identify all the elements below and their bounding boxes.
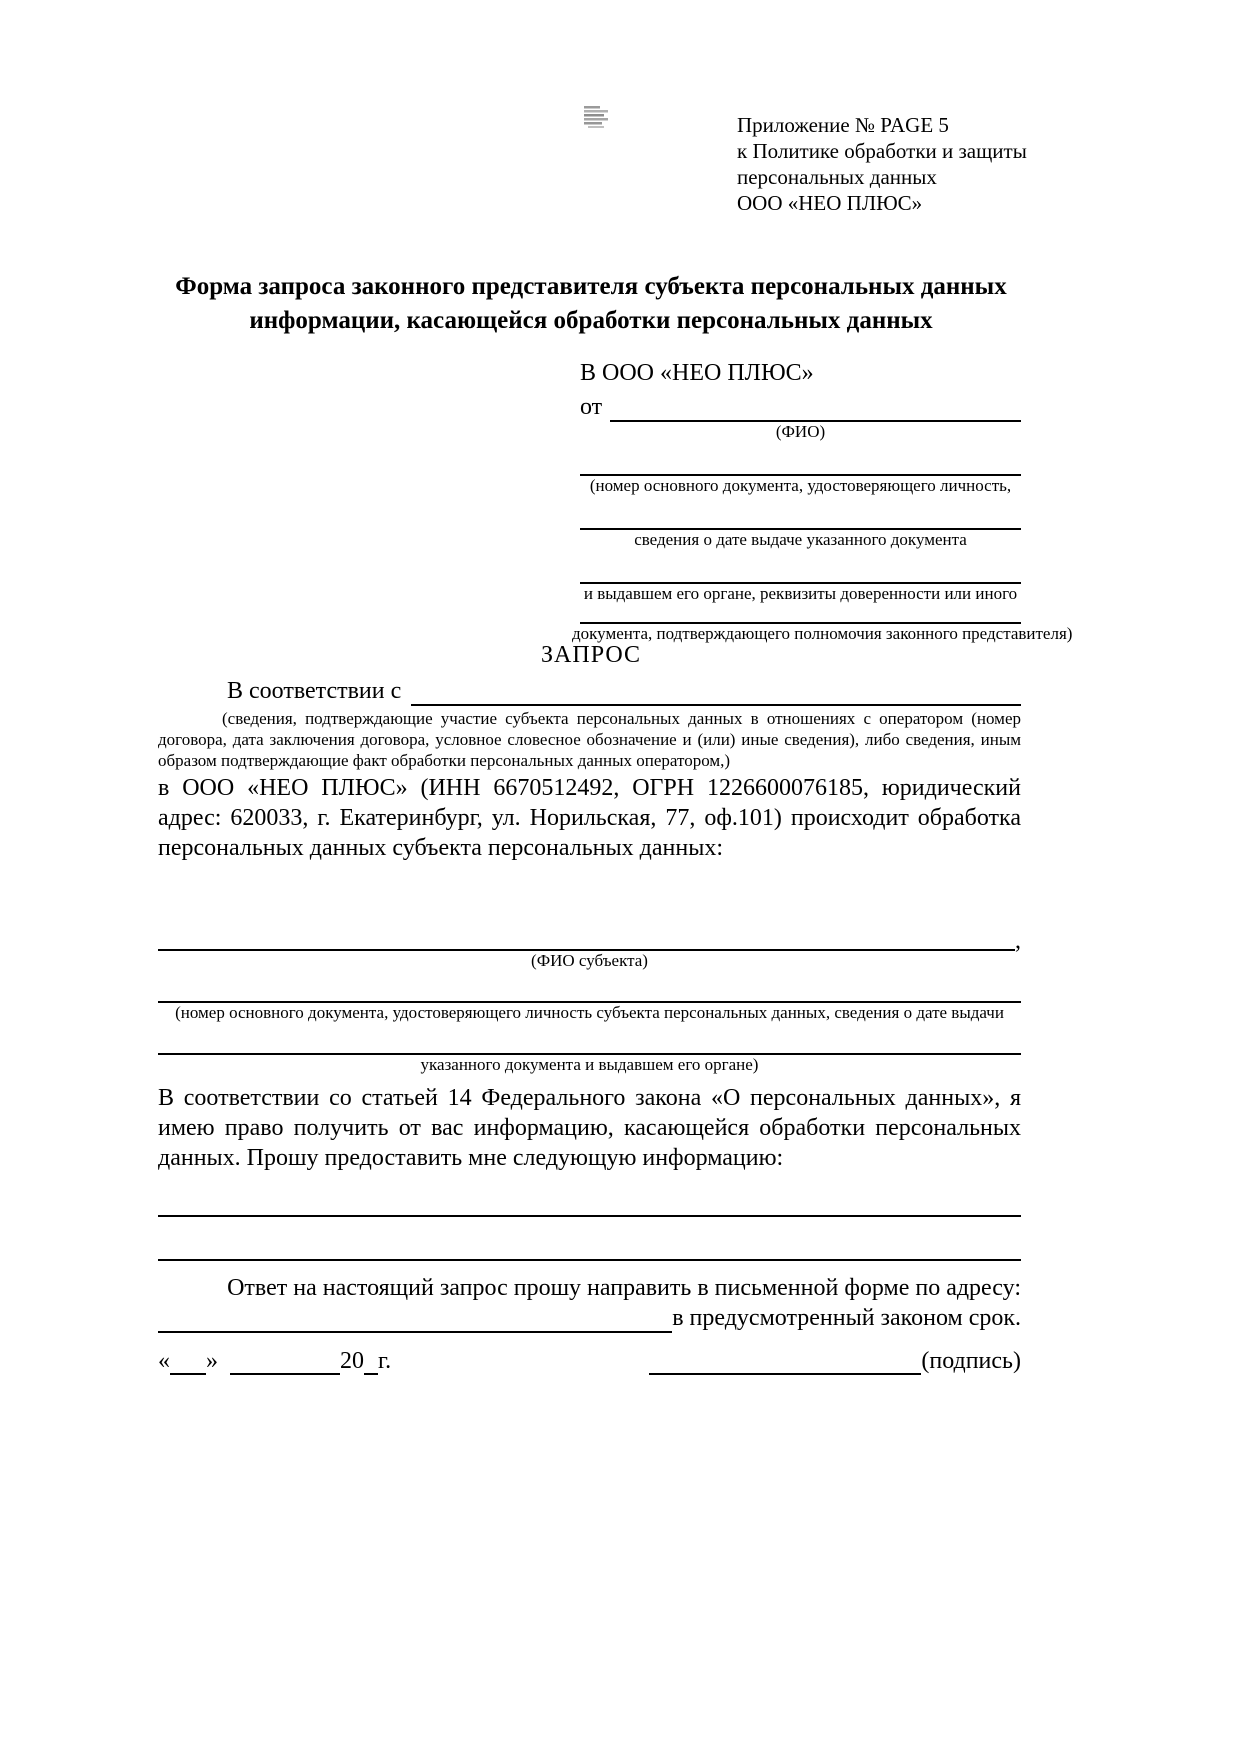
subject-fio-comma: , — [1015, 928, 1021, 954]
doc-blank-line-1 — [580, 442, 1021, 476]
date-year-blank — [364, 1351, 378, 1375]
date-month-blank — [230, 1351, 340, 1375]
date-year-prefix: 20 — [340, 1348, 364, 1374]
accordance-note: (сведения, подтверждающие участие субъекта персональных данных в отношениях с оператором (номер договора, дата заключения договора, условное словесное обозначение и (или) иные сведения), либо сведения, иным образом подтверждающие факт обработки персональных данных оператором,) — [158, 709, 1021, 770]
caption-subject-fio: (ФИО субъекта) — [531, 951, 648, 970]
subject-doc-blank-line-1 — [158, 971, 1021, 1003]
caption-doc-1: (номер основного документа, удостоверяющего личность, — [589, 476, 1012, 495]
caption-subject-doc-2: указанного документа и выдавшем его органе) — [420, 1055, 759, 1074]
date-year-suffix: г. — [378, 1348, 392, 1374]
article-14-paragraph: В соответствии со статьей 14 Федерального закона «О персональных данных», я имею право получить от вас информацию, касающейся обработки персональных данных. Прошу предоставить мне следующую информацию: — [158, 1085, 1021, 1171]
policy-line-1: к Политике обработки и защиты — [737, 139, 1027, 163]
caption-fio: (ФИО) — [775, 422, 826, 441]
address-blank-line — [158, 1307, 672, 1333]
addressee-to: В ООО «НЕО ПЛЮС» — [580, 360, 814, 386]
company-name: ООО «НЕО ПЛЮС» — [737, 191, 923, 215]
field-code-lines-icon — [583, 104, 610, 130]
date-quote-open: « — [158, 1348, 170, 1374]
doc-blank-line-3 — [580, 550, 1021, 584]
answer-address-intro: Ответ на настоящий запрос прошу направить в письменной форме по адресу: — [227, 1275, 1021, 1301]
info-blank-line-1 — [158, 1173, 1021, 1217]
subject-fio-row — [158, 925, 1021, 954]
date-field — [158, 1348, 391, 1375]
policy-line-2: персональных данных — [737, 165, 937, 189]
from-blank-line — [610, 396, 1021, 422]
caption-doc-4: документа, подтверждающего полномочия законного представителя) — [572, 624, 1073, 643]
info-blank-line-2 — [158, 1217, 1021, 1261]
accordance-label: В соответствии с — [227, 678, 402, 704]
caption-doc-2: сведения о дате выдаче указанного документа — [634, 530, 967, 549]
addressee-block — [572, 358, 1073, 644]
doc-blank-line-4 — [580, 604, 1021, 624]
signature-blank-line — [649, 1351, 921, 1375]
doc-blank-line-2 — [580, 496, 1021, 530]
operator-paragraph: в ООО «НЕО ПЛЮС» (ИНН 6670512492, ОГРН 1226600076185, юридический адрес: 620033, г. Екатеринбург, ул. Норильская, 77, оф.101) происходит обработка персональных данных субъекта персональных данных: — [158, 775, 1021, 861]
date-quote-close: » — [206, 1348, 218, 1374]
subject-doc-blank-line-2 — [158, 1023, 1021, 1055]
from-row — [580, 392, 1021, 422]
date-signature-row — [158, 1348, 1021, 1375]
caption-subject-doc-1: (номер основного документа, удостоверяющего личность субъекта персональных данных, сведения о дате выдачи — [175, 1003, 1004, 1022]
request-body — [158, 676, 1021, 1333]
answer-term-text: в предусмотренный законом срок. — [672, 1305, 1021, 1331]
accordance-row — [158, 676, 1021, 706]
document-title: Форма запроса законного представителя субъекта персональных данных информации, касающейся обработки персональных данных — [175, 273, 1007, 334]
appendix-number-line: Приложение № PAGE 5 — [737, 113, 949, 137]
date-day-blank — [170, 1351, 206, 1375]
appendix-header — [737, 112, 1037, 216]
signature-label: (подпись) — [921, 1348, 1021, 1374]
from-label: от — [580, 394, 603, 420]
request-heading: ЗАПРОС — [541, 642, 641, 668]
subject-fio-blank-line — [158, 925, 1015, 951]
answer-address-row — [158, 1303, 1021, 1333]
accordance-blank-line — [411, 680, 1021, 706]
signature-field — [649, 1348, 1021, 1375]
caption-doc-3: и выдавшем его органе, реквизиты доверенности или иного — [583, 584, 1018, 603]
